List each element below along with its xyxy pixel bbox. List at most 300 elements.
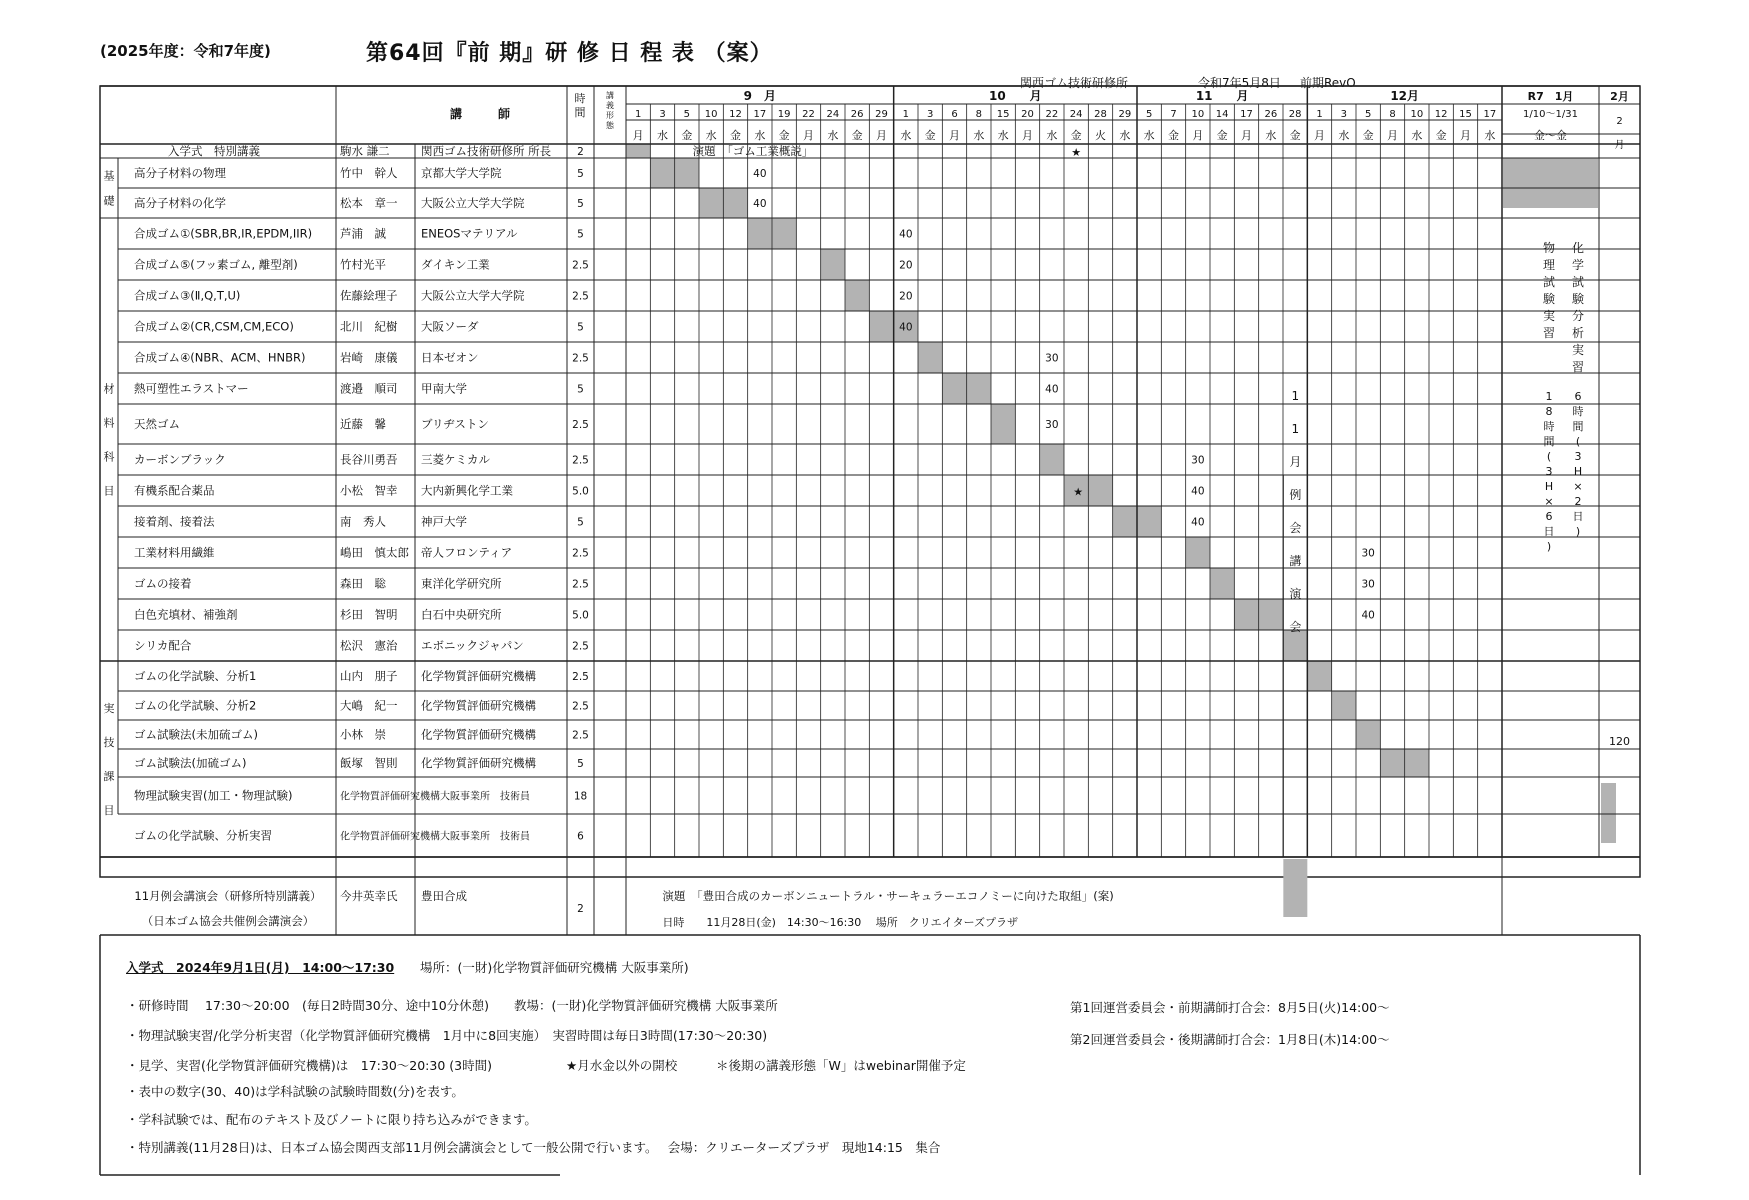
row-hours: 5: [577, 758, 584, 770]
weekday-label: 月: [1314, 129, 1325, 142]
november-meeting-label: 演: [1289, 587, 1302, 601]
weekday-label: 金: [778, 129, 790, 142]
note-special-lecture: ・特別講義(11月28日)は、日本ゴム協会関西支部11月例会講演会として一般公開で行います。 会場：クリエーターズプラザ 現地14:15 集合: [126, 1140, 941, 1155]
row-organization: 京都大学大学院: [421, 166, 502, 180]
note-meeting-1: 第1回運営委員会・前期講師打合会：8月5日(火)14:00～: [1070, 1000, 1390, 1015]
november-meeting-label: 1: [1291, 389, 1300, 403]
row-lecturer: 森田 聡: [340, 576, 386, 591]
schedule-shaded-cell: [821, 249, 845, 280]
r7-chem-practice: 験: [1571, 292, 1585, 306]
row-hours: 2.5: [572, 454, 589, 467]
day-number: 5: [1364, 109, 1372, 120]
row-organization: エボニックジャパン: [421, 638, 524, 653]
r7-phys-practice: 試: [1542, 275, 1556, 289]
row-hours: 5: [577, 168, 584, 180]
row-organization: 大阪公立大学大学院: [421, 288, 525, 303]
r7-range: 1/10～1/31: [1523, 109, 1578, 120]
row-organization: 神戸大学: [421, 514, 467, 529]
row-hours: 2.5: [572, 290, 589, 303]
weekday-label: 金: [730, 129, 741, 142]
row-subject: 有機系配合薬品: [134, 483, 215, 498]
row-hours: 2.5: [572, 700, 589, 713]
weekday-label: 水: [973, 129, 985, 142]
r7-chem-practice: 分: [1571, 309, 1585, 323]
r7-chem-hours: 時: [1572, 405, 1584, 418]
row-lecturer: 小林 崇: [340, 727, 386, 742]
category-label-char: 材: [103, 382, 115, 396]
category-label-char: 実: [103, 702, 115, 715]
weekday-label: 金: [1362, 129, 1374, 142]
weekday-label: 月: [1192, 129, 1204, 142]
ceremony-note: 入学式 2024年9月1日(月) 14:00～17:30: [126, 960, 395, 975]
row-hours: 2.5: [572, 578, 589, 591]
day-number: 3: [926, 109, 934, 120]
star-mark: ★: [1073, 485, 1084, 499]
weekday-label: 金: [924, 129, 936, 142]
r7-chem-hours: 2: [1574, 495, 1582, 508]
schedule-shaded-cell: [942, 373, 966, 404]
r7-phys-hours: 日: [1543, 525, 1555, 538]
day-number: 12: [729, 109, 742, 120]
weekday-label: 水: [705, 129, 717, 142]
row-subject: 物理試験実習(加工・物理試験): [134, 788, 293, 803]
row-lecturer: 化学物質評価研究機構大阪事業所 技術員: [340, 831, 530, 843]
row-subject: 天然ゴム: [134, 417, 180, 431]
schedule-shaded-cell: [967, 373, 991, 404]
r7-chem-practice: 化: [1571, 241, 1585, 255]
day-number: 6: [951, 109, 958, 120]
row-hours: 6: [577, 830, 584, 843]
day-number: 17: [1240, 109, 1253, 120]
note-star: ★月水金以外の開校: [566, 1058, 678, 1073]
row-subject: 合成ゴム④(NBR、ACM、HNBR): [134, 350, 306, 365]
row-organization: 関西ゴム技術研修所 所長: [421, 144, 552, 158]
row-exam-minutes: 40: [1045, 383, 1059, 396]
row-exam-minutes: 20: [899, 259, 913, 272]
weekday-label: 金: [681, 129, 693, 142]
day-number: 10: [704, 109, 718, 120]
row-lecturer: 松本 章一: [340, 196, 398, 210]
feb-number: 2: [1616, 116, 1623, 127]
november-meeting-label: 講: [1289, 554, 1302, 568]
row-hours: 5: [577, 228, 584, 241]
day-number: 12: [1434, 109, 1448, 120]
row-exam-minutes: 20: [899, 290, 913, 303]
day-number: 24: [1069, 109, 1083, 120]
revision-label: 前期RevO: [1300, 76, 1356, 90]
row-lecturer: 小松 智幸: [340, 483, 398, 498]
row-lecturer: 飯塚 智則: [340, 756, 398, 770]
day-number: 28: [1094, 109, 1107, 120]
row-exam-minutes: 40: [899, 321, 913, 334]
r7-phys-practice: 物: [1542, 241, 1556, 255]
weekday-label: 水: [1119, 129, 1131, 142]
feb-unit: 月: [1614, 140, 1625, 151]
weekday-label: 月: [1387, 129, 1398, 142]
row-subject: 合成ゴム⑤(フッ素ゴム, 離型剤): [134, 257, 298, 272]
category-label-char: 料: [103, 416, 115, 430]
day-number: 8: [1389, 109, 1396, 120]
row-subject: 合成ゴム②(CR,CSM,CM,ECO): [134, 319, 294, 334]
schedule-shaded-cell: [1307, 661, 1331, 691]
day-number: 28: [1288, 109, 1302, 120]
row-exam-minutes: 40: [1191, 516, 1205, 529]
day-number: 3: [1340, 109, 1348, 120]
row-organization: 化学物質評価研究機構: [421, 756, 536, 770]
schedule-shaded-cell: [991, 404, 1015, 444]
row-hours: 5: [577, 516, 584, 529]
row-exam-minutes: 30: [1191, 454, 1205, 467]
format-header: 義: [606, 101, 614, 110]
note-meeting-2: 第2回運営委員会・後期講師打合会：1月8日(木)14:00～: [1070, 1032, 1390, 1047]
row-organization: 化学物質評価研究機構: [421, 698, 536, 713]
row-lecturer: 北川 紀樹: [340, 319, 398, 334]
day-number: 29: [875, 109, 888, 120]
schedule-shaded-cell: [650, 158, 674, 188]
row-hours: 5.0: [572, 609, 589, 622]
r7-chem-hours: (: [1575, 435, 1581, 448]
row-subject: カーボンブラック: [134, 452, 226, 467]
weekday-label: 水: [657, 129, 668, 142]
special-row-lecturer: 今井英幸氏: [340, 889, 398, 903]
format-header: 講: [606, 91, 614, 100]
r7-chem-hours: 3: [1574, 450, 1582, 463]
weekday-label: 水: [1411, 129, 1423, 142]
category-label-char: 技: [103, 736, 115, 749]
category-label-char: 礎: [103, 194, 115, 208]
row-subject: 接着剤、接着法: [134, 514, 215, 529]
row-lecturer: 渡邉 順司: [340, 381, 398, 396]
month-header-1: 9 月: [743, 89, 777, 103]
note-webinar: ＊後期の講義形態「W」はwebinar開催予定: [716, 1058, 966, 1073]
r7-phys-hours: 8: [1545, 405, 1553, 418]
november-meeting-label: 例: [1289, 488, 1302, 502]
row-hours: 5: [577, 383, 584, 396]
schedule-shaded-cell: [1405, 749, 1429, 777]
row-organization: 化学物質評価研究機構: [421, 727, 536, 742]
row-exam-minutes: 40: [1191, 485, 1205, 498]
day-number: 5: [683, 109, 691, 120]
row-subject: 高分子材料の化学: [134, 196, 226, 210]
weekday-label: 月: [949, 129, 960, 142]
day-number: 10: [1410, 109, 1424, 120]
r7-phys-hours: ×: [1544, 495, 1554, 508]
note-exam-materials: ・学科試験では、配布のテキスト及びノートに限り持ち込みができます。: [126, 1112, 537, 1127]
weekday-label: 水: [827, 129, 839, 142]
schedule-shaded-cell: [1356, 720, 1380, 749]
month-header-2: 10 月: [988, 89, 1042, 103]
day-number: 1: [1316, 109, 1323, 120]
november-meeting-label: 月: [1289, 455, 1302, 469]
weekday-label: 月: [803, 129, 814, 142]
row-organization: 三菱ケミカル: [421, 452, 490, 467]
row-exam-minutes: 30: [1361, 578, 1375, 591]
row-subject: 合成ゴム③(Ⅱ,Q,T,U): [134, 288, 241, 303]
day-number: 7: [1170, 109, 1177, 120]
row-subject: ゴムの化学試験、分析1: [134, 669, 257, 683]
day-number: 15: [996, 109, 1010, 120]
schedule-shaded-cell: [748, 218, 772, 249]
schedule-shaded-cell: [1380, 749, 1404, 777]
weekday-label: 水: [900, 129, 912, 142]
day-number: 5: [1145, 109, 1153, 120]
schedule-shaded-cell: [1283, 630, 1307, 661]
weekday-label: 月: [632, 129, 644, 142]
schedule-shaded-cell: [699, 188, 723, 218]
row-lecturer: 竹中 幹人: [340, 166, 398, 180]
schedule-shaded-cell: [918, 342, 942, 373]
row-organization: 日本ゼオン: [421, 350, 479, 365]
row-organization: ブリヂストン: [421, 417, 489, 431]
r7-phys-hours: 1: [1545, 390, 1553, 403]
category-label-char: 目: [103, 484, 115, 498]
format-header: 態: [606, 121, 614, 130]
row-lecturer: 岩崎 康儀: [340, 350, 398, 365]
category-label-char: 課: [103, 770, 115, 783]
schedule-shaded-cell: [869, 311, 893, 342]
row-subject: 入学式 特別講義: [168, 144, 260, 158]
feb-header: 2月: [1610, 90, 1629, 103]
special-row-title: 11月例会講演会（研修所特別講義）: [134, 889, 322, 903]
row-hours: 2: [577, 146, 584, 158]
special-row-datetime: 日時 11月28日(金) 14:30～16:30 場所 クリエイターズプラザ: [662, 916, 1019, 929]
institute-name: 関西ゴム技術研修所: [1020, 76, 1129, 90]
r7-chem-practice: 実: [1571, 343, 1585, 357]
november-meeting-label: 会: [1289, 620, 1302, 634]
r7-phys-hours: 3: [1545, 465, 1553, 478]
row-lecturer: 近藤 馨: [340, 417, 386, 431]
note-practice: ・物理試験実習/化学分析実習（化学物質評価研究機構 1月中に8回実施） 実習時間は毎日3時間(17:30～20:30): [126, 1028, 768, 1043]
row-lecturer: 芦浦 誠: [340, 226, 386, 241]
row-topic: 演題 「ゴム工業概説」: [692, 144, 814, 158]
special-row-subtitle: （日本ゴム協会共催例会講演会）: [141, 914, 315, 928]
r7-chem-practice: 析: [1571, 326, 1585, 340]
schedule-shaded-cell: [1137, 506, 1161, 537]
schedule-shaded-cell: [772, 218, 796, 249]
day-number: 22: [1045, 109, 1059, 120]
day-number: 1: [902, 109, 910, 120]
weekday-label: 水: [997, 129, 1009, 142]
weekday-label: 金: [1289, 129, 1301, 142]
weekday-label: 水: [1338, 129, 1350, 142]
note-visit: ・見学、実習(化学物質評価研究機構)は 17:30～20:30 (3時間): [126, 1058, 492, 1073]
r7-phys-practice: 理: [1542, 258, 1556, 272]
row-hours: 18: [573, 790, 588, 803]
row-subject: ゴムの化学試験、分析実習: [134, 828, 272, 843]
day-number: 19: [777, 109, 791, 120]
feb-total-hours: 120: [1609, 735, 1630, 748]
row-hours: 5.0: [572, 485, 589, 498]
hours-header: 間: [574, 106, 586, 119]
row-exam-minutes: 40: [899, 228, 913, 241]
ceremony-place-note: 場所：(一財)化学物質評価研究機構 大阪事業所): [420, 960, 689, 975]
r7-phys-hours: 間: [1543, 435, 1555, 448]
weekday-label: 金: [1168, 129, 1179, 142]
day-number: 22: [802, 109, 815, 120]
row-subject: ゴム試験法(未加硫ゴム): [134, 727, 258, 742]
row-organization: 大内新興化学工業: [421, 483, 513, 498]
schedule-shaded-cell: [1113, 506, 1137, 537]
row-exam-minutes: 40: [753, 198, 767, 210]
row-organization: 東洋化学研究所: [421, 576, 502, 591]
row-lecturer: 化学物質評価研究機構大阪事業所 技術員: [340, 791, 530, 803]
weekday-label: 金: [851, 129, 863, 142]
row-organization: 大阪ソーダ: [421, 319, 479, 334]
day-number: 14: [1215, 109, 1229, 120]
month-header-4: 12月: [1390, 89, 1420, 103]
day-number: 1: [634, 109, 642, 120]
fiscal-year-label: (2025年度：令和7年度): [100, 42, 271, 60]
format-header: 形: [606, 111, 614, 120]
row-organization: ENEOSマテリアル: [421, 226, 518, 241]
row-lecturer: 南 秀人: [340, 514, 386, 529]
row-subject: シリカ配合: [134, 638, 192, 653]
day-number: 15: [1459, 109, 1472, 120]
r7-chem-hours: ×: [1573, 480, 1583, 493]
day-number: 8: [975, 109, 983, 120]
schedule-shaded-cell: [1040, 444, 1064, 475]
row-lecturer: 大嶋 紀一: [340, 698, 398, 713]
row-lecturer: 嶋田 慎太郎: [340, 545, 409, 560]
category-label-char: 目: [103, 804, 115, 817]
month-header-3: 11 月: [1195, 89, 1249, 103]
r7-chem-hours: 日: [1572, 510, 1584, 523]
november-meeting-label: 会: [1289, 521, 1302, 535]
row-hours: 2.5: [572, 547, 589, 560]
row-lecturer: 山内 朋子: [340, 669, 398, 683]
lecturer-header: 講 師: [449, 107, 511, 121]
row-subject: 白色充填材、補強剤: [134, 607, 238, 622]
r7-phys-hours: ): [1546, 540, 1552, 553]
r7-phys-practice: 実: [1542, 309, 1556, 323]
r7-chem-hours: H: [1573, 465, 1583, 478]
row-lecturer: 駒水 謙二: [340, 144, 390, 158]
r7-shaded-block: [1503, 158, 1598, 208]
row-organization: 帝人フロンティア: [421, 545, 513, 560]
r7-header: R7 1月: [1527, 90, 1574, 103]
r7-days: 金～金: [1534, 129, 1567, 142]
day-number: 26: [850, 109, 864, 120]
hours-header: 時: [574, 92, 586, 105]
r7-chem-hours: 間: [1572, 420, 1584, 433]
day-number: 20: [1021, 109, 1034, 120]
row-hours: 2.5: [572, 352, 589, 365]
schedule-shaded-cell: [1088, 475, 1112, 506]
row-subject: ゴムの化学試験、分析2: [134, 698, 257, 713]
row-subject: 高分子材料の物理: [134, 166, 226, 180]
row-exam-minutes: 40: [753, 168, 767, 180]
row-hours: 5: [577, 198, 584, 210]
category-label-char: 基: [103, 169, 115, 183]
special-row-shaded-cell: [1283, 859, 1307, 917]
weekday-label: 金: [1070, 129, 1082, 142]
r7-phys-hours: 6: [1545, 510, 1553, 523]
row-organization: 化学物質評価研究機構: [421, 669, 536, 683]
row-lecturer: 長谷川勇吾: [340, 452, 398, 467]
weekday-label: 火: [1095, 129, 1106, 142]
weekday-label: 月: [1022, 129, 1033, 142]
row-lecturer: 佐藤絵理子: [340, 288, 398, 303]
weekday-label: 月: [1241, 129, 1252, 142]
row-hours: 2.5: [572, 640, 589, 653]
day-number: 3: [659, 109, 666, 120]
row-organization: ダイキン工業: [421, 257, 490, 272]
row-hours: 2.5: [572, 729, 589, 742]
row-exam-minutes: 40: [1361, 609, 1375, 622]
r7-shaded-block: [1601, 783, 1616, 843]
row-exam-minutes: 30: [1045, 419, 1059, 431]
r7-phys-hours: (: [1546, 450, 1552, 463]
row-organization: 大阪公立大学大学院: [421, 196, 525, 210]
row-hours: 5: [577, 321, 584, 334]
special-row-hours: 2: [577, 903, 584, 915]
november-meeting-label: 1: [1291, 422, 1300, 436]
schedule-shaded-cell: [1186, 537, 1210, 568]
row-organization: 甲南大学: [421, 381, 467, 396]
row-exam-minutes: 30: [1045, 352, 1059, 365]
row-subject: 熱可塑性エラストマー: [134, 381, 249, 396]
row-lecturer: 松沢 憲治: [340, 638, 398, 653]
category-label-char: 科: [103, 450, 115, 464]
schedule-shaded-cell: [626, 144, 650, 158]
day-number: 10: [1191, 109, 1205, 120]
day-number: 24: [826, 109, 840, 120]
schedule-shaded-cell: [1332, 691, 1356, 720]
row-hours: 2.5: [572, 259, 589, 272]
schedule-shaded-cell: [1234, 599, 1258, 630]
weekday-label: 水: [1265, 129, 1277, 142]
r7-chem-practice: 学: [1571, 258, 1585, 272]
row-exam-minutes: 30: [1361, 547, 1375, 560]
weekday-label: 水: [1046, 129, 1058, 142]
row-lecturer: 竹村光平: [340, 257, 386, 272]
note-exam-minutes: ・表中の数字(30、40)は学科試験の試験時間数(分)を表す。: [126, 1084, 464, 1099]
row-subject: 工業材料用繊維: [134, 545, 215, 560]
r7-chem-practice: 習: [1571, 360, 1585, 374]
r7-phys-hours: H: [1544, 480, 1554, 493]
r7-chem-practice: 試: [1571, 275, 1585, 289]
r7-chem-hours: 6: [1574, 390, 1582, 403]
row-lecturer: 杉田 智明: [340, 607, 398, 622]
row-subject: 合成ゴム①(SBR,BR,IR,EPDM,IIR): [134, 226, 313, 241]
day-number: 17: [1483, 109, 1497, 120]
r7-phys-practice: 験: [1542, 292, 1556, 306]
schedule-shaded-cell: [1210, 568, 1234, 599]
day-number: 29: [1118, 109, 1132, 120]
weekday-label: 月: [1460, 129, 1471, 142]
weekday-label: 水: [754, 129, 766, 142]
note-training-time: ・研修時間 17:30～20:00 (毎日2時間30分、途中10分休憩) 教場：(一財)化学物質評価研究機構 大阪事業所: [126, 998, 778, 1013]
r7-phys-practice: 習: [1542, 326, 1556, 340]
r7-chem-hours: ): [1575, 525, 1581, 538]
weekday-label: 金: [1435, 129, 1447, 142]
schedule-shaded-cell: [1259, 599, 1283, 630]
weekday-label: 月: [876, 129, 887, 142]
row-hours: 2.5: [572, 419, 589, 431]
weekday-label: 金: [1216, 129, 1228, 142]
star-mark: ★: [1071, 146, 1082, 159]
day-number: 26: [1264, 109, 1278, 120]
document-date: 令和7年5月8日: [1198, 76, 1281, 90]
page-title: 第64回『前 期』研 修 日 程 表 （案）: [366, 41, 773, 66]
r7-phys-hours: 時: [1543, 420, 1555, 433]
special-row-organization: 豊田合成: [421, 889, 467, 903]
special-row-topic: 演題 「豊田合成のカーボンニュートラル・サーキュラーエコノミーに向けた取組」(案): [662, 889, 1114, 903]
row-hours: 2.5: [572, 671, 589, 683]
row-subject: ゴム試験法(加硫ゴム): [134, 756, 247, 770]
weekday-label: 水: [1484, 129, 1496, 142]
row-organization: 白石中央研究所: [421, 607, 502, 622]
